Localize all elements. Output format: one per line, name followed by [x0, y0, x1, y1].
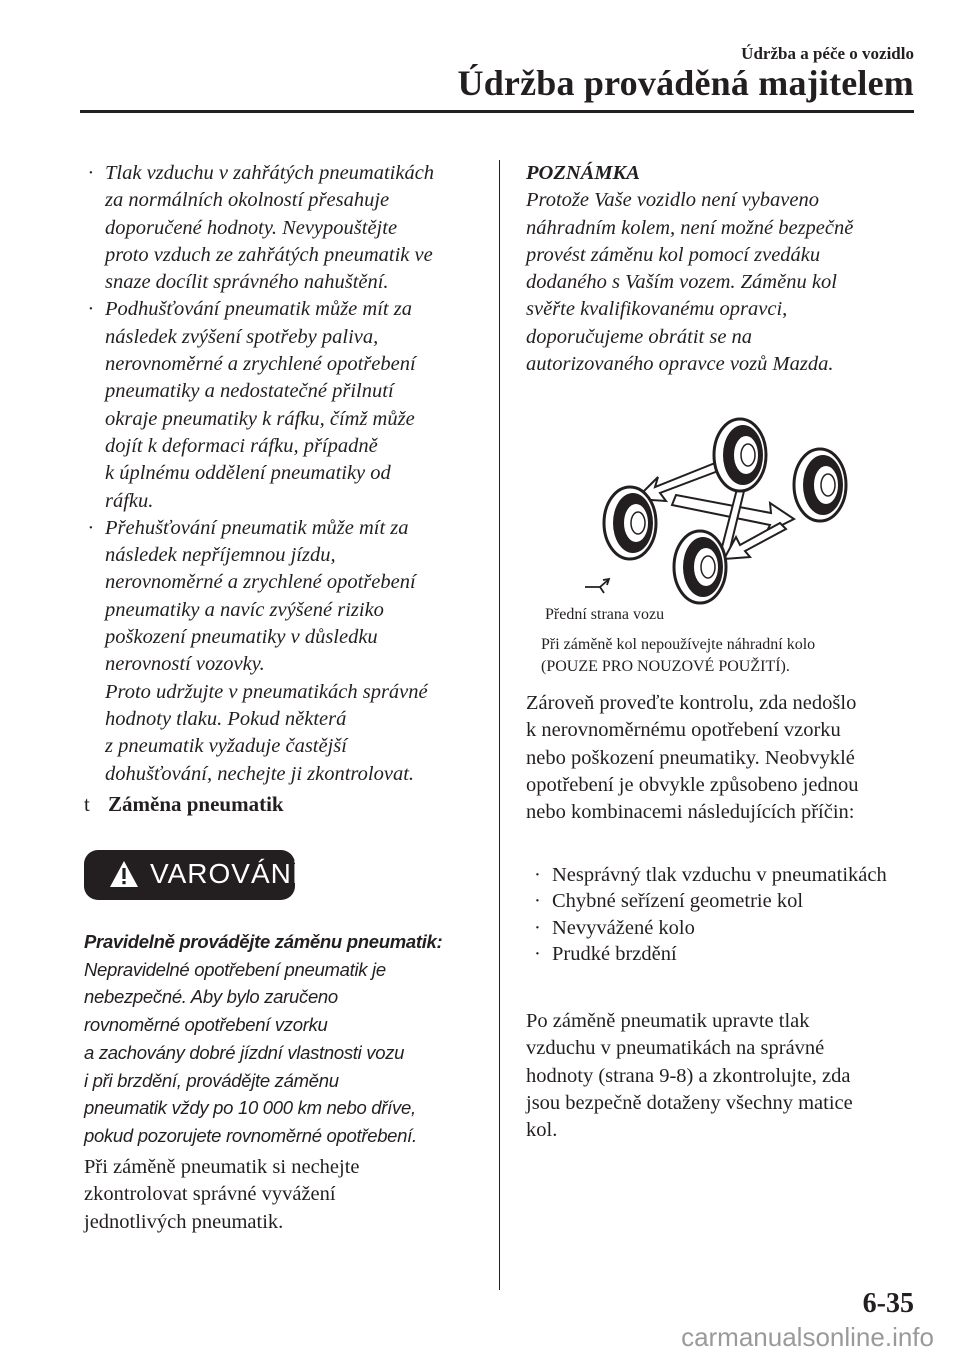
bullet-line: k úplnému oddělení pneumatiky od: [105, 462, 391, 485]
warning-bold-line: Pravidelně provádějte záměnu pneumatik:: [84, 931, 443, 952]
bullet-line: pneumatiky a navíc zvýšené riziko: [105, 598, 384, 621]
note-title: POZNÁMKA: [526, 162, 640, 184]
balancing-paragraph: [84, 1154, 479, 1236]
watermark: carmanualsonline.info: [681, 1322, 934, 1352]
bullet-line: Přehušťování pneumatik může mít za: [105, 516, 409, 539]
bullet-item: [84, 160, 479, 296]
note-line: svěřte kvalifikovanému opravci,: [526, 298, 788, 321]
bullet-dot: ·: [88, 516, 94, 539]
bullet-line: hodnoty tlaku. Pokud některá: [105, 707, 347, 730]
tire-front-right: [794, 449, 846, 521]
bullet-line: nerovnoměrné a zrychlené opotřebení: [105, 571, 416, 594]
section-heading-text: Záměna pneumatik: [108, 792, 284, 816]
note-line: dodaného s Vaším vozem. Záměnu kol: [526, 271, 837, 294]
after-rotation-paragraph: [526, 1008, 926, 1144]
warning-line: nebezpečné. Aby bylo zaručeno: [84, 986, 338, 1008]
bullet-item: [84, 296, 479, 514]
wear-causes-list: [532, 862, 932, 967]
bullet-line: Podhušťování pneumatik může mít za: [105, 298, 412, 321]
front-direction-icon: [585, 579, 609, 593]
bullet-dot: ·: [534, 916, 541, 939]
bullet-item: [84, 515, 479, 679]
header-rule: [80, 110, 914, 113]
paragraph-line: opotřebení je obvykle způsobeno jednou: [526, 773, 859, 796]
paragraph-line: jsou bezpečně dotaženy všechny matice: [526, 1091, 853, 1114]
warning-line: i při brzdění, provádějte záměnu: [84, 1069, 339, 1091]
bullet-line: doporučené hodnoty. Nevypouštějte: [105, 216, 398, 239]
cause-text: Nevyvážené kolo: [552, 916, 695, 939]
list-item: [532, 888, 932, 914]
bullet-continuation: [84, 679, 479, 788]
warning-line: Nepravidelné opotřebení pneumatik je: [84, 958, 386, 980]
note-line: autorizovaného opravce vozů Mazda.: [526, 353, 834, 376]
bullet-line: dohušťování, nechejte ji zkontrolovat.: [105, 762, 415, 785]
list-item: [532, 915, 932, 941]
tire-rear-right: [674, 531, 726, 603]
cause-text: Chybné seřízení geometrie kol: [552, 890, 804, 913]
paragraph-line: nebo kombinacemi následujících příčin:: [526, 801, 855, 824]
warning-banner: [84, 850, 301, 900]
section-heading: [84, 792, 284, 817]
bullet-line: za normálních okolností přesahuje: [105, 189, 390, 212]
bullet-line: následek zvýšení spotřeby paliva,: [105, 325, 379, 348]
note-block: [526, 160, 926, 378]
note-line: náhradním kolem, není možné bezpečně: [526, 216, 854, 239]
paragraph-line: Zároveň proveďte kontrolu, zda nedošlo: [526, 692, 857, 714]
bullet-line: nerovností vozovky.: [105, 653, 265, 676]
note-line: provést záměnu kol pomocí zvedáku: [526, 243, 821, 266]
bullet-dot: ·: [534, 942, 541, 965]
paragraph-line: Při záměně pneumatik si nechejte: [84, 1156, 360, 1178]
bullet-dot: ·: [88, 162, 94, 184]
list-item: [532, 862, 932, 888]
caption-line: Při záměně kol nepoužívejte náhradní kolo: [541, 636, 816, 653]
bullet-line: ráfku.: [105, 489, 154, 512]
chapter-subtitle: Údržba a péče o vozidlo: [741, 44, 914, 63]
section-marker: t: [84, 792, 90, 816]
tire-rear-left: [604, 487, 656, 559]
warning-text: [84, 928, 479, 1150]
warning-label: VAROVÁNÍ: [150, 858, 301, 889]
cause-text: Nesprávný tlak vzduchu v pneumatikách: [552, 864, 887, 886]
figure-caption: [541, 634, 901, 678]
page-number: 6-35: [862, 1288, 914, 1319]
warning-triangle-icon: [109, 860, 139, 888]
list-item: [532, 941, 932, 967]
paragraph-line: nebo poškození pneumatiky. Neobvyklé: [526, 746, 855, 769]
cause-text: Prudké brzdění: [552, 942, 677, 965]
bullet-line: poškození pneumatiky v důsledku: [105, 626, 378, 649]
warning-line: rovnoměrné opotřebení vzorku: [84, 1014, 328, 1036]
tire-rotation-diagram: [580, 405, 880, 605]
paragraph-line: vzduchu v pneumatikách na správné: [526, 1037, 825, 1060]
warning-line: pneumatik vždy po 10 000 km nebo dříve,: [84, 1097, 416, 1119]
caption-line: (POUZE PRO NOUZOVÉ POUŽITÍ).: [541, 658, 790, 675]
column-divider: [499, 160, 500, 1290]
bullet-line: snaze docílit správného nahuštění.: [105, 271, 389, 294]
note-line: doporučujeme obrátit se na: [526, 325, 753, 348]
bullet-line: Proto udržujte v pneumatikách správné: [105, 680, 428, 703]
note-line: Protože Vaše vozidlo není vybaveno: [526, 189, 819, 212]
bullet-dot: ·: [534, 864, 541, 886]
wear-check-paragraph: [526, 690, 926, 826]
bullet-line: okraje pneumatiky k ráfku, čímž může: [105, 407, 415, 430]
paragraph-line: kol.: [526, 1119, 558, 1142]
tire-pressure-bullets: [84, 160, 479, 788]
bullet-line: Tlak vzduchu v zahřátých pneumatikách: [105, 162, 435, 184]
paragraph-line: k nerovnoměrnému opotřebení vzorku: [526, 719, 841, 742]
tire-front-left: [714, 419, 766, 491]
bullet-line: následek nepříjemnou jízdu,: [105, 544, 336, 567]
bullet-line: z pneumatik vyžaduje častější: [105, 735, 347, 758]
paragraph-line: Po záměně pneumatik upravte tlak: [526, 1010, 810, 1032]
bullet-line: nerovnoměrné a zrychlené opotřebení: [105, 353, 416, 376]
paragraph-line: jednotlivých pneumatik.: [84, 1210, 284, 1233]
bullet-line: dojít k deformaci ráfku, případně: [105, 434, 378, 457]
paragraph-line: zkontrolovat správné vyvážení: [84, 1183, 336, 1206]
bullet-line: pneumatiky a nedostatečné přilnutí: [105, 380, 394, 403]
page-title: Údržba prováděná majitelem: [457, 63, 914, 103]
figure-label: Přední strana vozu: [545, 606, 665, 623]
bullet-dot: ·: [88, 298, 94, 321]
bullet-dot: ·: [534, 890, 541, 913]
paragraph-line: hodnoty (strana 9-8) a zkontrolujte, zda: [526, 1064, 851, 1087]
warning-line: pokud pozorujete rovnoměrné opotřebení.: [84, 1124, 417, 1146]
warning-line: a zachovány dobré jízdní vlastnosti vozu: [84, 1041, 405, 1063]
bullet-line: proto vzduch ze zahřátých pneumatik ve: [105, 243, 433, 266]
